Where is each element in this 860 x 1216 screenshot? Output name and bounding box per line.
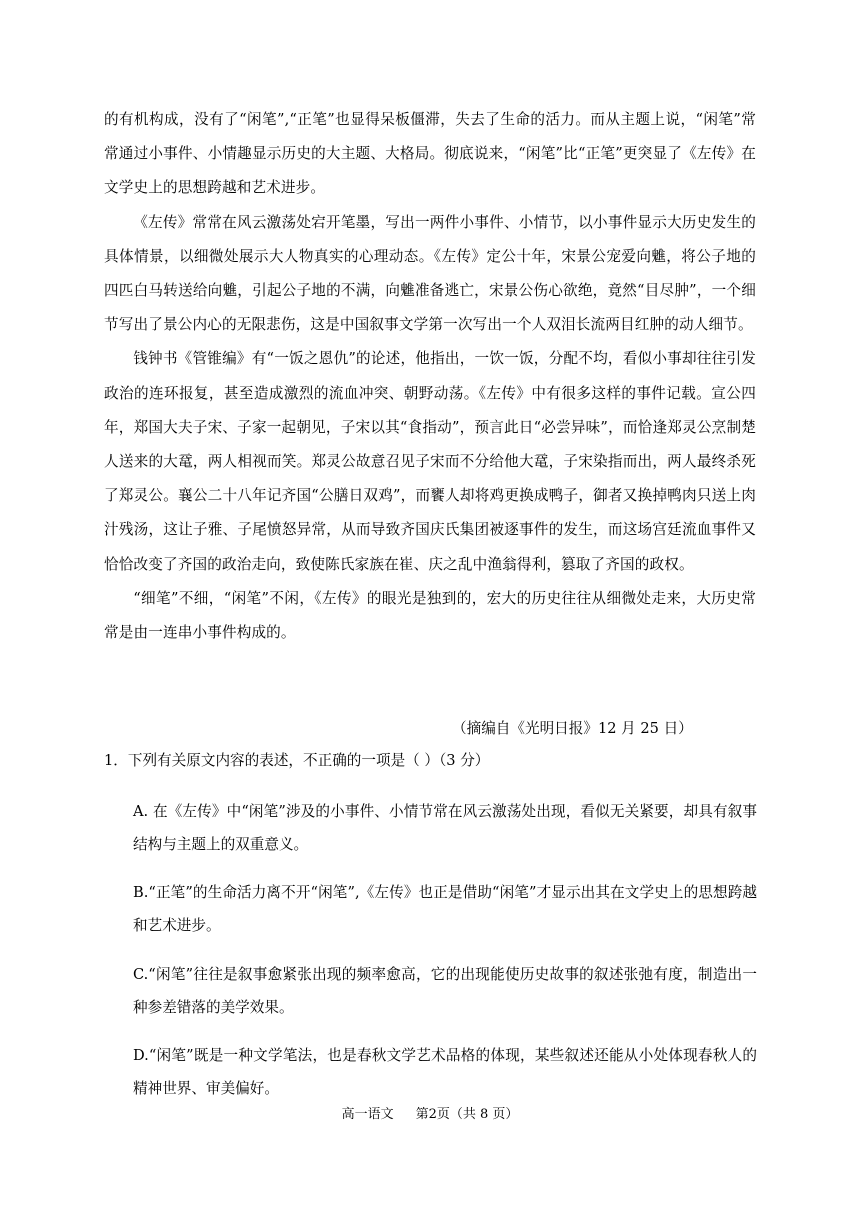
option-b bbox=[133, 876, 757, 942]
option-a bbox=[133, 795, 757, 861]
option-b-text: “正笔”的生命活力离不开“闲笔”,《左传》也正是借助“闲笔”才显示出其在文学史上的思想跨越和艺术进步。 bbox=[133, 884, 757, 934]
footer-subject: 高一语文 bbox=[341, 1107, 394, 1122]
paragraph-2: 《左传》常常在风云激荡处宕开笔墨，写出一两件小事件、小情节，以小事件显示大历史发生的具体情景，以细微处展示大人物真实的心理动态。《左传》定公十年，宋景公宠爱向魋，将公子地的四匹白马转送给向魋，引起公子地的不满，向魋准备逃亡，宋景公伤心欲绝，竟然“目尽肿”，一个细节写出了景公内心的无限悲伤，这是中国叙事文学第一次写出一个人双泪长流两目红肿的动人细节。 bbox=[104, 213, 756, 334]
paragraph-1: 的有机构成，没有了“闲笔”,“正笔”也显得呆板僵滞，失去了生命的活力。而从主题上说，“闲笔”常常通过小事件、小情趣显示历史的大主题、大格局。彻底说来，“闲笔”比“正笔”更突显了《左传》在文学史上的思想跨越和艺术进步。 bbox=[104, 111, 756, 197]
article-body bbox=[104, 103, 756, 650]
paragraph-4: “细笔”不细，“闲笔”不闲，《左传》的眼光是独到的，宏大的历史往往从细微处走来，大历史常常是由一连串小事件构成的。 bbox=[104, 589, 756, 642]
option-d bbox=[133, 1039, 757, 1105]
option-c-text: “闲笔”往往是叙事愈紧张出现的频率愈高，它的出现能使历史故事的叙述张弛有度，制造出一种参差错落的美学效果。 bbox=[133, 966, 757, 1016]
option-c bbox=[133, 958, 757, 1024]
option-b-label: B. bbox=[133, 884, 149, 901]
option-c-label: C. bbox=[133, 966, 149, 983]
paragraph-3: 钱钟书《管锥编》有“一饭之恩仇”的论述，他指出，一饮一饭，分配不均，看似小事却往往引发政治的连环报复，甚至造成激烈的流血冲突、朝野动荡。《左传》中有很多这样的事件记载。宣公四年，郑国大夫子宋、子家一起朝见，子宋以其“食指动”，预言此日“必尝异味”，而恰逢郑灵公烹制楚人送来的大鼋，两人相视而笑。郑灵公故意召见子宋而不分给他大鼋，子宋染指而出，两人最终杀死了郑灵公。襄公二十八年记齐国“公膳日双鸡”，而饔人却将鸡更换成鸭子，御者又换掉鸭肉只送上肉汁残汤，这让子雅、子尾愤怒异常，从而导致齐国庆氏集团被逐事件的发生，而这场宫廷流血事件又恰恰改变了齐国的政治走向，致使陈氏家族在崔、庆之乱中渔翁得利，篡取了齐国的政权。 bbox=[104, 350, 757, 573]
source-citation: （摘编自《光明日报》12 月 25 日） bbox=[452, 720, 693, 737]
option-d-text: “闲笔”既是一种文学笔法，也是春秋文学艺术品格的体现，某些叙述还能从小处体现春秋人的精神世界、审美偏好。 bbox=[133, 1047, 757, 1097]
option-d-label: D. bbox=[133, 1047, 149, 1064]
option-a-label: A. bbox=[133, 803, 149, 820]
footer-page-number: 第2页（共 8 页） bbox=[415, 1107, 519, 1122]
page-footer bbox=[0, 1105, 860, 1125]
option-a-text: 在《左传》中“闲笔”涉及的小事件、小情节常在风云激荡处出现，看似无关紧要，却具有叙事结构与主题上的双重意义。 bbox=[133, 803, 757, 853]
question-1: 1．下列有关原文内容的表述，不正确的一项是（ ）（3 分） bbox=[104, 752, 490, 769]
